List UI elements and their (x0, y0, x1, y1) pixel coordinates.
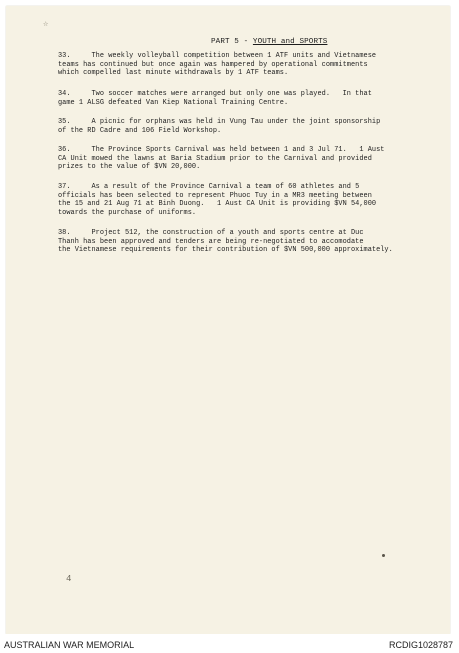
heading-prefix: PART 5 - (211, 38, 253, 46)
margin-star-mark: ☆ (43, 19, 49, 29)
paragraph-35: 35. A picnic for orphans was held in Vung Tau under the joint sponsorship of the RD Cadre and 106 Field Workshop. (58, 118, 381, 135)
footer-record-id: RCDIG1028787 (388, 640, 453, 650)
paragraph-37: 37. As a result of the Province Carnival a team of 60 athletes and 5 officials has been selected to represent Phuoc Tuy in a MR3 meeting between the 15 and 21 Aug 71 at Binh Duong. 1 Aust CA Unit is providing $VN 54,000 towards the purchase of uniforms. (58, 183, 377, 217)
section-heading (211, 38, 327, 46)
paragraph-36: 36. The Province Sports Carnival was held between 1 and 3 Jul 71. 1 Aust CA Unit mowed the lawns at Baria Stadium prior to the Carnival and provided prizes to the value of $VN 20,000. (58, 146, 385, 172)
footer-institution: AUSTRALIAN WAR MEMORIAL (4, 640, 135, 650)
margin-pencil-mark: 4 (66, 574, 72, 584)
paragraph-34: 34. Two soccer matches were arranged but only one was played. In that game 1 ALSG defeated Van Kiep National Training Centre. (58, 90, 372, 107)
document-page (6, 6, 450, 634)
archive-footer (0, 634, 459, 653)
paragraph-38: 38. Project 512, the construction of a youth and sports centre at Duc Thanh has been approved and tenders are being re-negotiated to accomodate the Vietnamese requirements for their contribution of $VN 500,000 approximately. (58, 229, 393, 255)
paragraph-33: 33. The weekly volleyball competition between 1 ATF units and Vietnamese teams has continued but once again was hampered by operational commitments which compelled last minute withdrawals by 1 ATF teams. (58, 52, 377, 78)
paper-speck (382, 554, 385, 557)
heading-title: YOUTH and SPORTS (252, 38, 328, 46)
